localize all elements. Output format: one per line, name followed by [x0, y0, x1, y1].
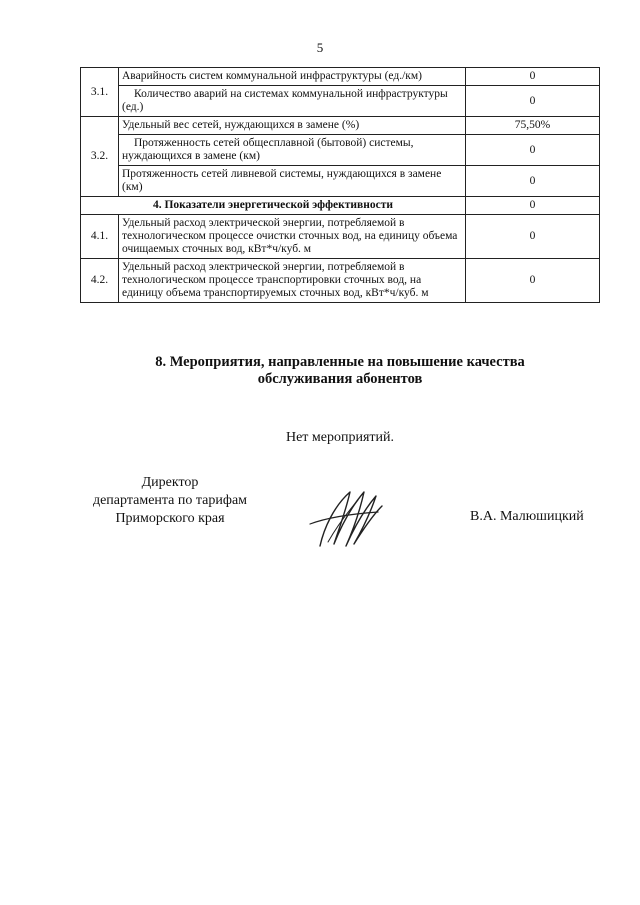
- row-number-cell: 3.2.: [81, 117, 119, 197]
- table-row: [81, 68, 600, 86]
- row-number-cell: 4.1.: [81, 215, 119, 259]
- indicator-description: Аварийность систем коммунальной инфраструктуры (ед./км): [119, 68, 466, 86]
- table-row: [81, 117, 600, 135]
- indicator-description: Количество аварий на системах коммунальной инфраструктуры (ед.): [119, 86, 466, 117]
- section-heading: 4. Показатели энергетической эффективности: [81, 197, 466, 215]
- indicator-value: 0: [466, 166, 600, 197]
- indicator-description: Удельный вес сетей, нуждающихся в замене (%): [119, 117, 466, 135]
- indicators-table: [80, 67, 600, 303]
- indicator-value: 0: [466, 86, 600, 117]
- indicator-value: 0: [466, 259, 600, 303]
- indicator-value: 0: [466, 68, 600, 86]
- signatory-title-line: департамента по тарифам: [92, 493, 248, 508]
- indicator-value: 0: [466, 135, 600, 166]
- indicator-description: Протяженность сетей общесплавной (бытовой) системы, нуждающихся в замене (км): [119, 135, 466, 166]
- signatory-name: В.А. Малюшицкий: [470, 509, 584, 524]
- table-row: [81, 135, 600, 166]
- indicator-description: Удельный расход электрической энергии, потребляемой в технологическом процессе транспортировки сточных вод, на единицу объема транспортируемых сточных вод, кВт*ч/куб. м: [119, 259, 466, 303]
- table-row: [81, 86, 600, 117]
- table-row: [81, 166, 600, 197]
- handwritten-signature: [306, 484, 386, 554]
- table-row: [81, 259, 600, 303]
- table-row: [81, 215, 600, 259]
- row-number-cell: 3.1.: [81, 68, 119, 117]
- page-number: 5: [316, 40, 324, 55]
- signatory-title: [70, 474, 270, 528]
- indicator-description: Удельный расход электрической энергии, потребляемой в технологическом процессе очистки сточных вод, на единицу объема очищаемых сточных вод, кВт*ч/куб. м: [119, 215, 466, 259]
- indicator-value: 0: [466, 197, 600, 215]
- signatory-title-line: Приморского края: [115, 511, 225, 526]
- indicator-description: Протяженность сетей ливневой системы, нуждающихся в замене (км): [119, 166, 466, 197]
- section-8-title-line: 8. Мероприятия, направленные на повышение качества: [155, 354, 525, 370]
- indicator-value: 75,50%: [466, 117, 600, 135]
- section-8-text: Нет мероприятий.: [285, 430, 395, 445]
- indicator-value: 0: [466, 215, 600, 259]
- section-8-heading: [0, 354, 640, 388]
- table-section-row: [81, 197, 600, 215]
- signatory-title-line: Директор: [141, 475, 199, 490]
- row-number-cell: 4.2.: [81, 259, 119, 303]
- section-8-title-line: обслуживания абонентов: [257, 371, 423, 387]
